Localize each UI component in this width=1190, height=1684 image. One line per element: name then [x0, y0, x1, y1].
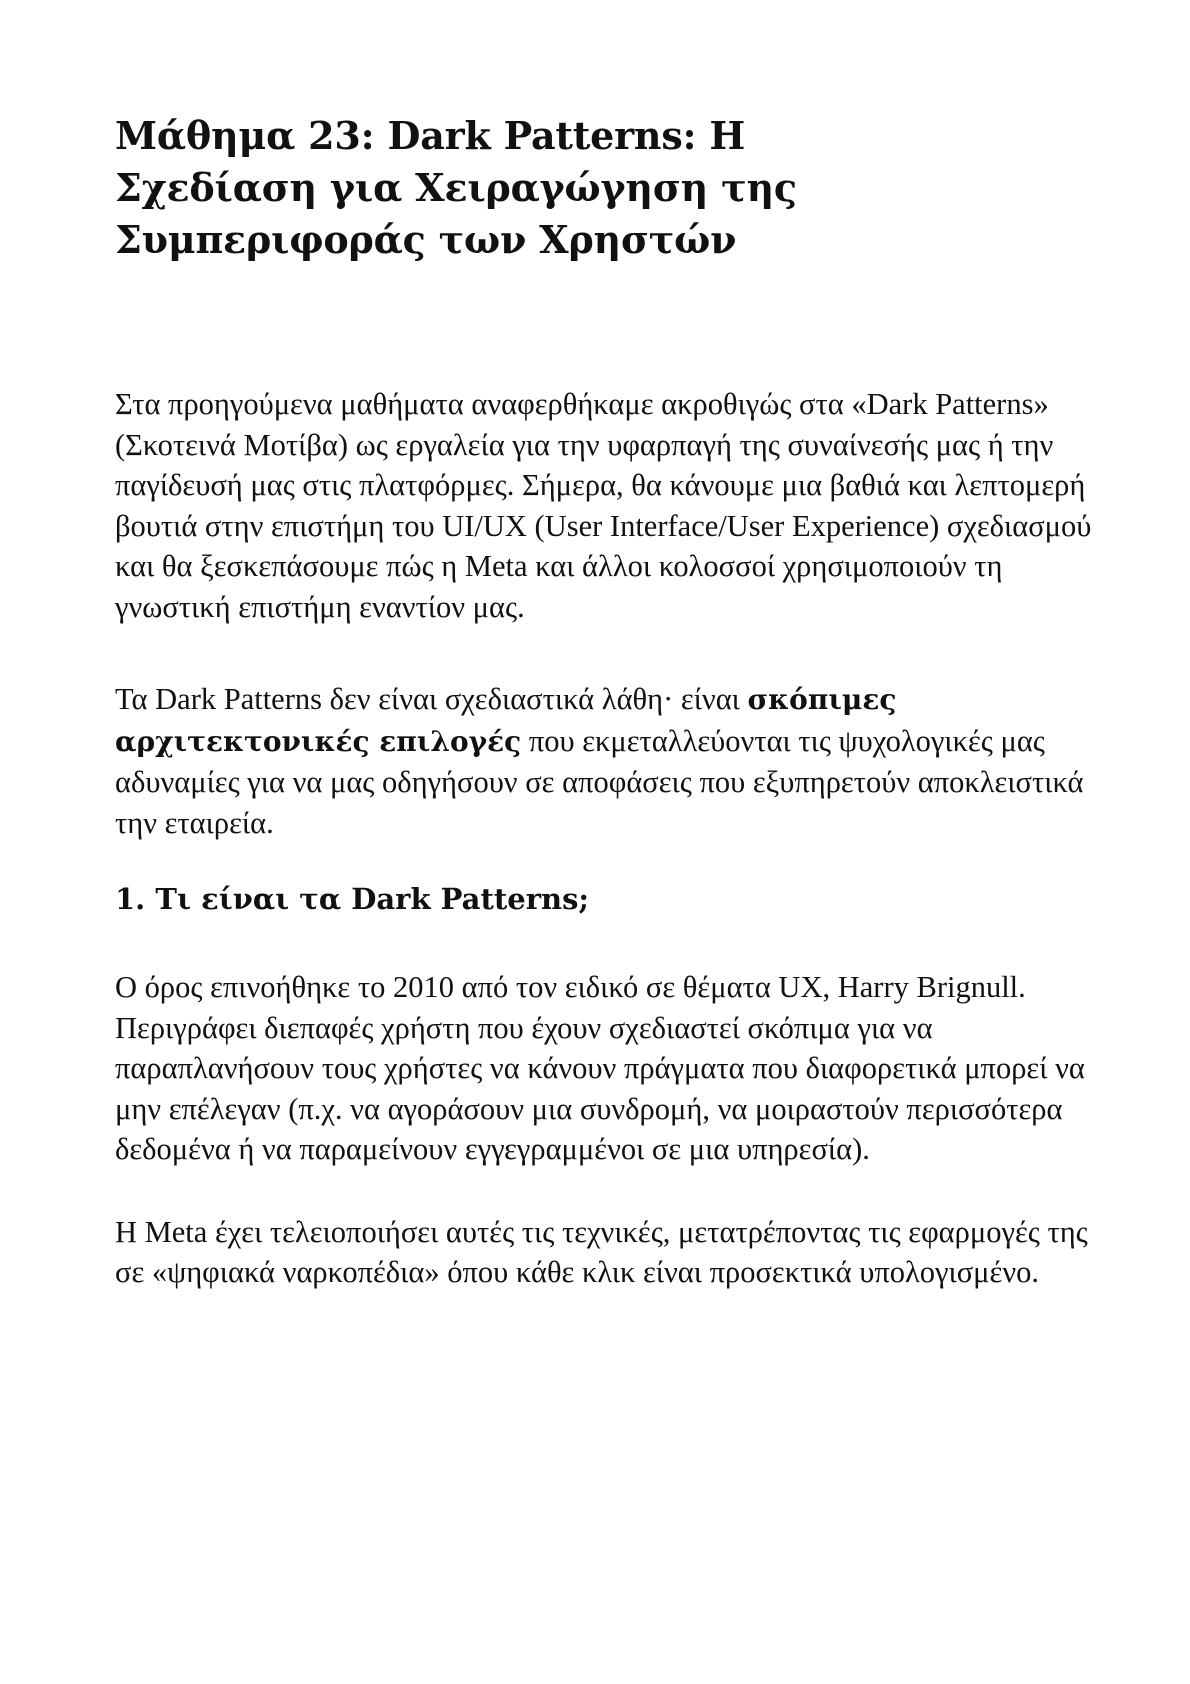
origin-paragraph: Ο όρος επινοήθηκε το 2010 από τον ειδικό σε θέματα UX, Harry Brignull. Περιγράφει διεπαφές χρήστη που έχουν σχεδιαστεί σκόπιμα για να παραπλανήσουν τους χρήστες να κάνουν πράγματα που διαφορετικά μπορεί να μην επέλεγαν (π.χ. να αγοράσουν μια συνδρομή, να μοιραστούν περισσότερα δεδομένα ή να παραμείνουν εγγεγραμμένοι σε μια υπηρεσία).: [115, 970, 1085, 1166]
emphasis-text: σκόπιμες αρχιτεκτονικές επιλογές: [115, 683, 897, 758]
document-page: [115, 110, 1095, 1293]
section-heading: 1. Τι είναι τα Dark Patterns;: [115, 882, 590, 916]
definition-text-start: Τα Dark Patterns δεν είναι σχεδιαστικά λάθη· είναι: [115, 682, 748, 716]
page-title: Μάθημα 23: Dark Patterns: Η Σχεδίαση για Χειραγώγηση της Συμπεριφοράς των Χρηστών: [115, 113, 797, 262]
intro-paragraph: Στα προηγούμενα μαθήματα αναφερθήκαμε ακροθιγώς στα «Dark Patterns» (Σκοτεινά Μοτίβα) ως εργαλεία για την υφαρπαγή της συναίνεσής μας ή την παγίδευσή μας στις πλατφόρμες. Σήμερα, θα κάνουμε μια βαθιά και λεπτομερή βουτιά στην επιστήμη του UI/UX (User Interface/User Experience) σχεδιασμού και θα ξεσκεπάσουμε πώς η Meta και άλλοι κολοσσοί χρησιμοποιούν τη γνωστική επιστήμη εναντίον μας.: [115, 387, 1092, 624]
definition-text-end: που εκμεταλλεύονται τις ψυχολογικές μας αδυναμίες για να μας οδηγήσουν σε αποφάσεις που εξυπηρετούν αποκλειστικά την εταιρεία.: [115, 723, 1084, 840]
definition-paragraph: [115, 679, 1095, 843]
meta-paragraph: Η Meta έχει τελειοποιήσει αυτές τις τεχνικές, μετατρέποντας τις εφαρμογές της σε «ψηφιακά ναρκοπέδια» όπου κάθε κλικ είναι προσεκτικά υπολογισμένο.: [115, 1214, 1088, 1289]
